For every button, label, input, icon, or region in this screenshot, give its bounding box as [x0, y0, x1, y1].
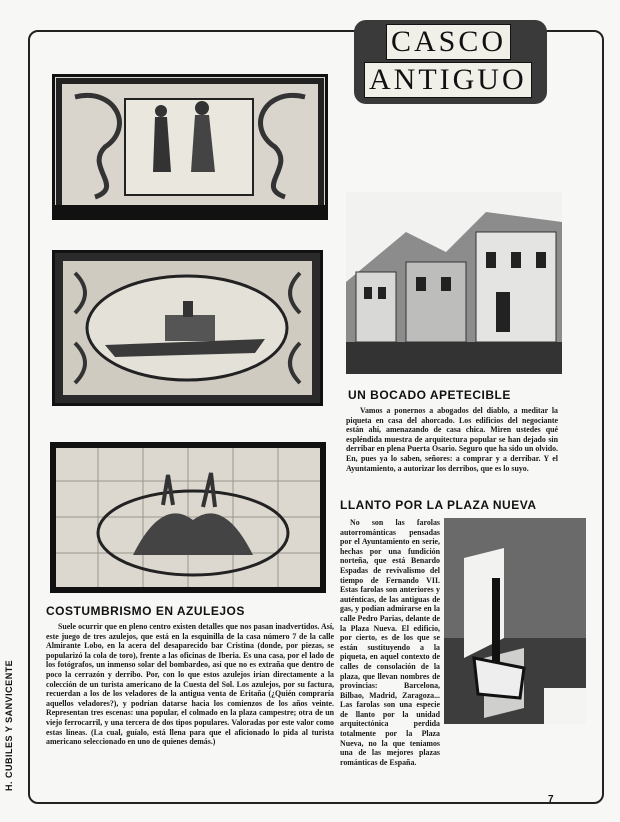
page-title-line-1: CASCO — [386, 24, 511, 60]
azulejo-photo-ship — [52, 250, 323, 406]
section-heading-llanto: LLANTO POR LA PLAZA NUEVA — [340, 498, 537, 512]
photo-credit: H. CUBILES Y SANVICENTE — [4, 659, 14, 791]
section-body-costumbrismo: Suele ocurrir que en pleno centro existen detalles que nos pasan inadvertidos. Así, este juego de tres azulejos, que está en la esquinilla de la casa número 7 de la calle Almirante Lobo, en la acera del desaparecido bar Cristina (donde, por piezas, se popularizó la cola de toro), frente a las oficinas de Iberia. Es una casa, por el lado de los fotógrafos, un inmenso solar del bombardeo, así que no es extraña que dentro de poco la cerrazón y derribo. Por, con lo que estos azulejos irían directamente a la colección de un turista americano de la Cuesta del Sol. Los azulejos, por su factura, recuerdan a los de los veladores de la antigua venta de Eritaña (¿Quién compraría aquellos veladores?), y podrían datarse hacia los comienzos de los años veinte. Representan tres escenas: una popular, el colmado en la plaza campestre; otra de un viejo ferrocarril, y una tercera de dos tipos populares. Valoradas por este valor como estas líneas. (La cual, guíalo, está llena para que el aficionado lo pida al turista americano seleccionado en uno de quienes demás.) — [46, 622, 334, 747]
azulejo-photo-scene — [50, 442, 326, 593]
section-heading-costumbrismo: COSTUMBRISMO EN AZULEJOS — [46, 604, 245, 618]
section-body-bocado: Vamos a ponernos a abogados del diablo, a meditar la piqueta en casa del ahorcado. Los edificios del negociante están ahí, amenazando de casa chica. Miren ustedes qué espléndida muestra de arquitectura popular se han dejado sin derribar en plena Puerta Osario. Seguro que ha sido un olvido. En, pues ya lo saben, señores: a comprar y a derribar. Y el Ayuntamiento, a autorizar los derribos, que es lo suyo. — [346, 406, 558, 473]
section-heading-bocado: UN BOCADO APETECIBLE — [348, 388, 511, 402]
old-town-photo — [346, 192, 562, 374]
section-body-llanto: No son las farolas autorrománticas pensadas por el Ayuntamiento en serie, hechas por una fundición norteña, que está Benardo Espadas de revivalismo del tiempo de Fernando VII. Estas farolas son anteriores y auténticas, de las antiguas de gas, y podían admirarse en la calle Pedro Parias, delante de la Plaza Nueva. El edificio, por cierto, es de los que se están sustituyendo a la piqueta, en aquel contexto de calles de consolación de la plaza, que llevan nombres de provincias: Barcelona, Bilbao, Madrid, Zaragoza... Las farolas son una especie de llanto por la unidad arquitectónica perdida totalmente por la Plaza Nueva, no la que teníamos una de las mejores plazas románticas de España. — [340, 518, 440, 767]
page-title-line-2: ANTIGUO — [364, 62, 532, 98]
page-number: 7 — [548, 794, 554, 805]
street-lamp-photo — [444, 518, 586, 724]
azulejo-photo-figures — [52, 74, 328, 220]
